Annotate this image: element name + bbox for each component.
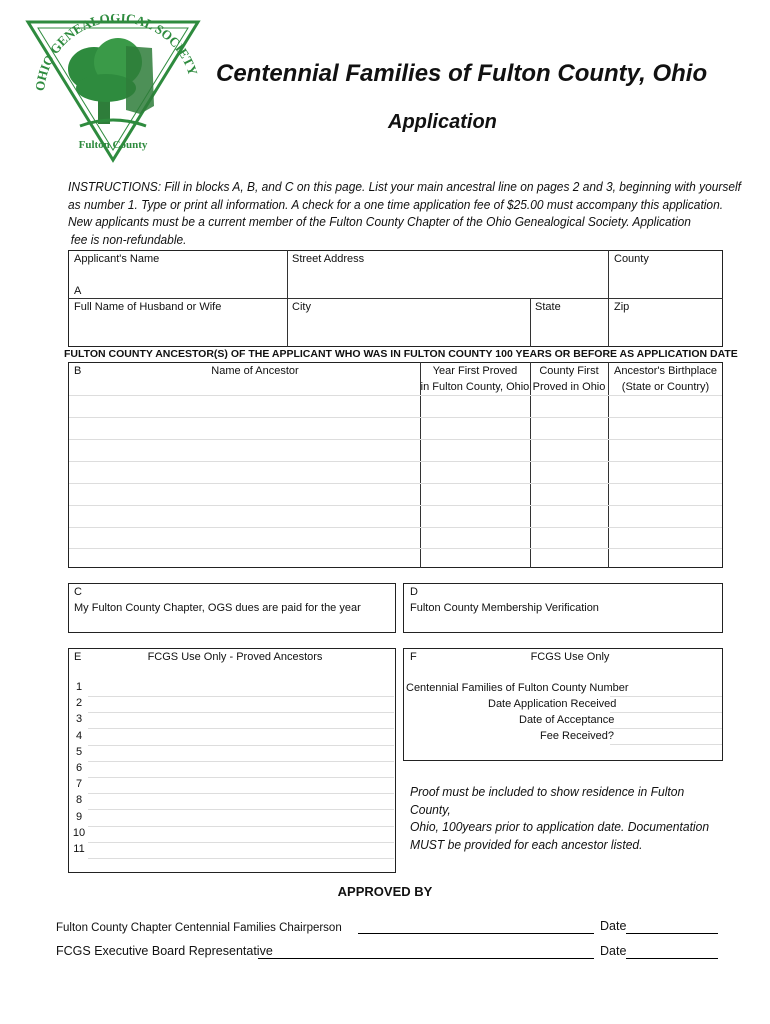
- chairperson-date-label: Date: [600, 919, 627, 933]
- logo-arc-text: OHIO GENEALOGICAL SOCIETY: [32, 14, 201, 92]
- ogs-fulton-county-logo: [22, 14, 204, 164]
- instruction-line: fee is non-refundable.: [70, 231, 187, 247]
- board-rep-label: FCGS Executive Board Representative: [56, 944, 273, 958]
- fee-received-field[interactable]: Fee Received?: [540, 730, 614, 742]
- proved-ancestor-line[interactable]: [88, 761, 394, 762]
- county-field[interactable]: County: [614, 253, 649, 265]
- year-proved-header-2: in Fulton County, Ohio: [420, 381, 530, 393]
- proved-ancestor-line[interactable]: [88, 842, 394, 843]
- name-of-ancestor-header: Name of Ancestor: [211, 365, 299, 377]
- proved-ancestor-number: 8: [75, 794, 83, 807]
- proved-ancestor-number: 11: [73, 843, 85, 855]
- proof-note: [410, 783, 717, 853]
- proved-ancestor-number: 4: [75, 729, 83, 742]
- date-acceptance-field[interactable]: Date of Acceptance: [519, 714, 615, 726]
- block-f-letter: F: [410, 651, 417, 663]
- applicant-name-field[interactable]: Applicant's Name: [74, 253, 160, 265]
- block-b-letter: B: [74, 365, 82, 377]
- proof-note-line: MUST be provided for each ancestor listed.: [410, 836, 643, 852]
- block-e-letter: E: [74, 651, 82, 663]
- proved-ancestor-line[interactable]: [88, 793, 394, 794]
- proved-ancestor-number: 5: [75, 745, 83, 758]
- proved-ancestor-number: 6: [75, 762, 83, 774]
- chairperson-date-line[interactable]: [626, 933, 718, 934]
- proved-ancestor-line[interactable]: [88, 809, 394, 810]
- board-rep-date-label: Date: [600, 944, 627, 958]
- logo-bottom-text: Fulton County: [78, 139, 148, 151]
- proof-note-line: Proof must be included to show residence in Fulton County,: [410, 784, 685, 817]
- instruction-line: New applicants must be a current member of the Fulton County Chapter of the Ohio Genealogical Society. Application: [68, 214, 691, 229]
- page-title: Centennial Families of Fulton County, Ohio: [216, 60, 708, 87]
- birthplace-header-1: Ancestor's Birthplace: [614, 365, 717, 377]
- proved-ancestor-line[interactable]: [88, 696, 394, 697]
- city-field[interactable]: City: [292, 301, 311, 313]
- county-proved-header-1: County First: [539, 365, 599, 377]
- proved-ancestor-number: 7: [75, 778, 83, 791]
- birthplace-header-2: (State or Country): [621, 381, 710, 393]
- proved-ancestor-number: 10: [72, 826, 86, 839]
- proved-ancestor-line[interactable]: [88, 777, 394, 778]
- block-a-letter: A: [74, 285, 82, 297]
- county-proved-header-2: Proved in Ohio: [532, 381, 606, 393]
- proved-ancestors-title: FCGS Use Only - Proved Ancestors: [147, 651, 323, 663]
- approved-by-heading: APPROVED BY: [337, 884, 433, 899]
- board-rep-signature-line[interactable]: [258, 958, 594, 959]
- proved-ancestor-line[interactable]: [88, 858, 394, 859]
- proved-ancestor-line[interactable]: [88, 712, 394, 713]
- zip-field[interactable]: Zip: [614, 301, 630, 313]
- proof-note-line: Ohio, 100years prior to application date. Documentation: [410, 819, 710, 834]
- ancestor-heading: FULTON COUNTY ANCESTOR(S) OF THE APPLICANT WHO WAS IN FULTON COUNTY 100 YEARS OR BEFORE AS APPLICATION DATE: [64, 348, 738, 360]
- proved-ancestor-line[interactable]: [88, 728, 394, 729]
- page-subtitle: Application: [388, 111, 497, 133]
- street-address-field[interactable]: Street Address: [292, 253, 365, 265]
- instruction-line: as number 1. Type or print all information. A check for a one time application fee of $25.00 must accompany this application.: [68, 196, 724, 212]
- instruction-line: INSTRUCTIONS: Fill in blocks A, B, and C on this page. List your main ancestral line on pages 2 and 3, beginning with yourself: [68, 179, 741, 194]
- proved-ancestor-number: 3: [75, 713, 83, 726]
- proved-ancestor-number: 9: [75, 810, 83, 823]
- chairperson-label: Fulton County Chapter Centennial Families Chairperson: [56, 922, 342, 934]
- block-d-letter: D: [410, 586, 418, 598]
- year-proved-header-1: Year First Proved: [432, 365, 518, 377]
- chairperson-signature-line[interactable]: [358, 933, 594, 934]
- proved-ancestor-number: 2: [75, 697, 83, 710]
- membership-verification-label: Fulton County Membership Verification: [410, 602, 599, 614]
- state-field[interactable]: State: [535, 301, 561, 313]
- fcgs-use-only-title: FCGS Use Only: [530, 651, 610, 663]
- dues-paid-label: My Fulton County Chapter, OGS dues are paid for the year: [74, 602, 361, 614]
- board-rep-date-line[interactable]: [626, 958, 718, 959]
- spouse-name-field[interactable]: Full Name of Husband or Wife: [74, 301, 222, 313]
- proved-ancestor-number: 1: [75, 681, 83, 693]
- date-received-field[interactable]: Date Application Received: [488, 698, 617, 710]
- proved-ancestor-line[interactable]: [88, 745, 394, 746]
- instructions: [68, 178, 741, 248]
- block-c-letter: C: [74, 586, 82, 598]
- cff-number-field[interactable]: Centennial Families of Fulton County Number: [406, 682, 629, 694]
- proved-ancestor-line[interactable]: [88, 826, 394, 827]
